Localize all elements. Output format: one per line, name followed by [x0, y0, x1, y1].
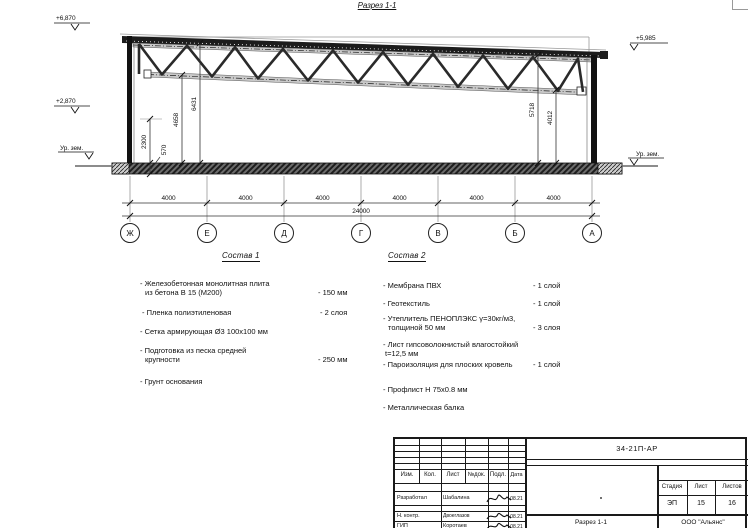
vertical-dimension-labels-left: [141, 96, 198, 155]
col-header-kol: Кол.: [424, 472, 436, 478]
vertical-dimensions-right: [538, 55, 556, 163]
view-name: Разрез 1-1: [575, 519, 607, 526]
sostav1-title: Состав 1: [222, 251, 260, 260]
col-header-podl: Подл.: [489, 472, 507, 478]
svg-text:4000: 4000: [315, 195, 330, 202]
list-item: - Металлическая балка: [383, 403, 465, 412]
col-header-list: Лист: [446, 472, 460, 478]
vertical-dimension-labels-right: [529, 102, 554, 125]
axis-extension-lines: [130, 176, 592, 222]
svg-text:4000: 4000: [469, 195, 484, 202]
list-item: - Пароизоляция для плоских кровель - 1 слой: [383, 360, 561, 369]
stage-label: Стадия: [661, 484, 683, 490]
sheet-value: 15: [697, 500, 705, 507]
svg-text:+2,870: +2,870: [56, 98, 76, 105]
svg-text:4658: 4658: [173, 112, 180, 128]
svg-text:4012: 4012: [547, 110, 554, 126]
svg-text:Е: Е: [204, 229, 210, 238]
left-column: [127, 36, 134, 163]
list-item: - Грунт основания: [140, 377, 203, 386]
svg-text:4000: 4000: [161, 195, 176, 202]
row-name: Шабалина: [443, 495, 470, 501]
list-item: - Мембрана ПВХ - 1 слой: [383, 281, 561, 290]
title-block: [393, 437, 747, 528]
svg-text:Д: Д: [281, 229, 287, 238]
svg-text:Б: Б: [512, 229, 518, 238]
dot-mark: [600, 497, 602, 499]
elevation-mark-mid-left: [54, 98, 90, 113]
svg-text:А: А: [589, 229, 595, 238]
company-name: ООО "Альянс": [681, 519, 725, 526]
row-date: 08.21: [510, 524, 523, 528]
list-item: - Сетка армирующая Ø3 100х100 мм: [140, 327, 268, 336]
sheet-title: Разрез 1-1: [357, 1, 397, 10]
floor-slab: [75, 163, 658, 174]
dimension-ticks: [147, 40, 559, 177]
svg-text:Ж: Ж: [126, 229, 134, 238]
svg-text:2300: 2300: [141, 134, 148, 150]
elevation-mark-top-left: [54, 15, 90, 30]
row-role: ГИП: [397, 523, 408, 528]
svg-text:Ур. зем.: Ур. зем.: [636, 151, 660, 158]
svg-text:4000: 4000: [238, 195, 253, 202]
ground-level-left: [58, 145, 94, 159]
svg-text:Ур. зем.: Ур. зем.: [60, 145, 84, 152]
col-header-ndok: №док.: [467, 472, 486, 478]
svg-text:+6,870: +6,870: [56, 15, 76, 22]
svg-text:В: В: [435, 229, 441, 238]
sostav2-title: Состав 2: [388, 251, 426, 260]
sheets-label: Листов: [722, 484, 742, 490]
row-name: Коротаев: [443, 523, 467, 528]
row-name: Двоеглазов: [443, 513, 470, 519]
axis-labels: [126, 229, 595, 238]
elevation-mark-top-right: [630, 35, 668, 50]
row-role: Н. контр.: [397, 513, 420, 519]
list-item: - Утеплитель ПЕНОПЛЭКС γ=30кг/м3, толщиной 50 мм - 3 слоя: [383, 314, 561, 332]
right-column: [587, 55, 597, 163]
doc-number: 34-21П-АР: [616, 444, 658, 453]
list-item: - Лист гипсоволокнистый влагостойкий t=12,5 мм: [383, 340, 519, 358]
sheet-label: Лист: [694, 484, 708, 490]
col-header-izm: Изм.: [400, 472, 414, 478]
ground-level-right: [628, 151, 664, 165]
sheets-value: 16: [728, 500, 736, 507]
row-date: 08.21: [510, 496, 523, 502]
svg-text:Г: Г: [358, 229, 364, 238]
svg-text:5718: 5718: [529, 102, 536, 118]
row-role: Разработал: [397, 495, 427, 501]
list-item: - Геотекстиль - 1 слой: [383, 299, 561, 308]
list-item: - Подготовка из песка средней крупности - 250 мм: [140, 346, 348, 364]
stage-value: ЭП: [666, 500, 678, 507]
list-item: - Железобетонная монолитная плита из бетона В 15 (М200) - 150 мм: [140, 279, 348, 297]
svg-text:4000: 4000: [546, 195, 561, 202]
list-item: - Пленка полиэтиленовая - 2 слоя: [142, 308, 348, 317]
svg-text:+5,985: +5,985: [636, 35, 656, 42]
list-item: - Профлист Н 75х0.8 мм: [383, 385, 468, 394]
col-header-data: Дата: [510, 472, 523, 478]
svg-text:4000: 4000: [392, 195, 407, 202]
svg-text:24000: 24000: [352, 208, 370, 215]
svg-text:570: 570: [161, 144, 168, 156]
svg-text:6431: 6431: [191, 96, 198, 112]
row-date: 08.21: [510, 514, 523, 520]
